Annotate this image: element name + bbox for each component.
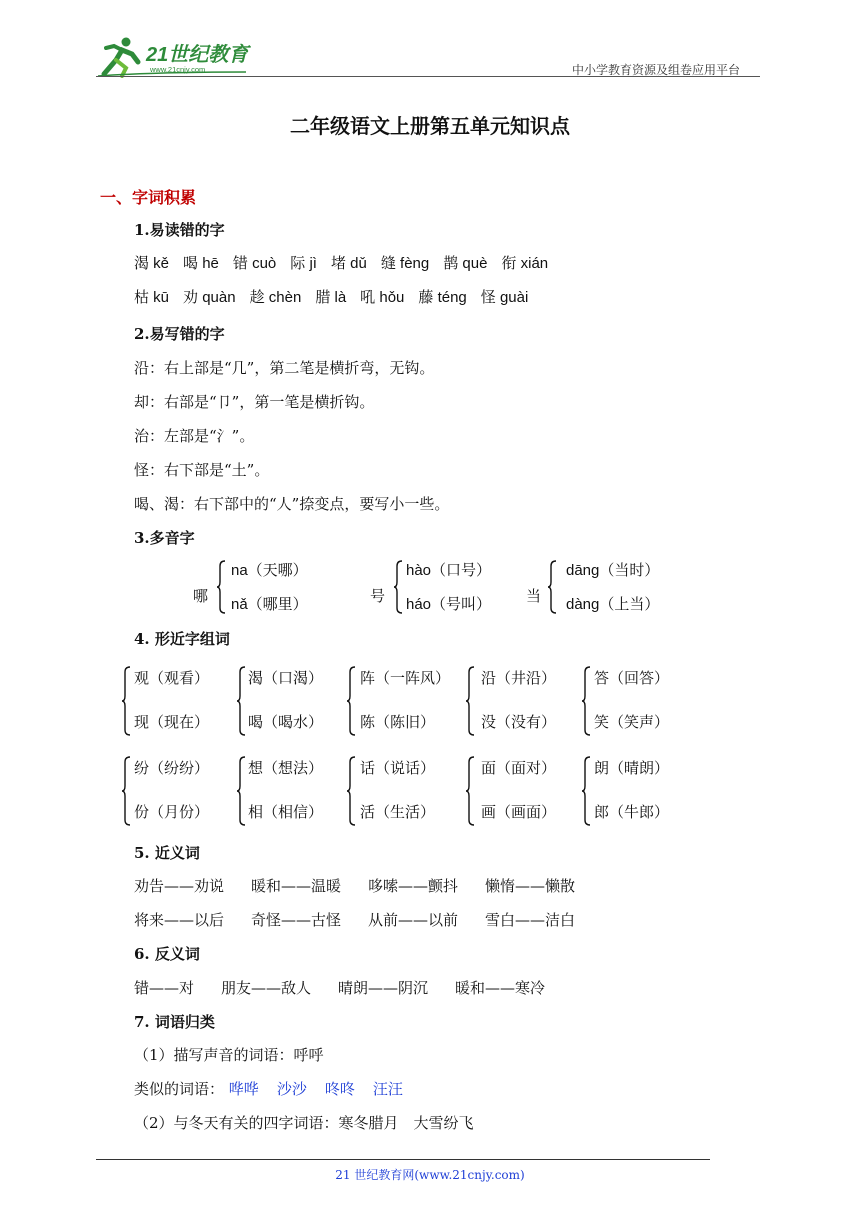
pinyin: dǔ xyxy=(345,255,367,272)
hanzi: 渴 xyxy=(134,254,150,272)
synonym-row xyxy=(134,875,602,896)
similar-label: 类似的词语： xyxy=(134,1080,225,1098)
pinyin: téng xyxy=(433,289,467,306)
brace-icon xyxy=(236,666,246,736)
similar-word: 份（月份） xyxy=(134,803,210,821)
subsection-title: 7. 词语归类 xyxy=(134,1013,215,1031)
antonym-row xyxy=(134,977,572,998)
subsection-title: 2.易写错的字 xyxy=(134,325,225,343)
hanzi: 劝 xyxy=(183,288,199,306)
word-pair: 从前——以前 xyxy=(368,911,459,929)
hanzi: 怪 xyxy=(480,288,496,306)
word-pair: 朋友——敌人 xyxy=(221,979,312,997)
similar-word: 汪汪 xyxy=(372,1080,403,1098)
char-pinyin-pair xyxy=(183,252,219,273)
similar-word: 纷（纷纷） xyxy=(134,759,210,777)
similar-word: 答（回答） xyxy=(594,669,670,687)
polyphone-reading: dàng（上当） xyxy=(566,596,660,613)
brace-icon xyxy=(236,756,246,826)
brace-icon xyxy=(216,560,226,614)
word-pair: 晴朗——阴沉 xyxy=(338,979,429,997)
category-line: （2）与冬天有关的四字词语：寒冬腊月 大雪纷飞 xyxy=(134,1114,474,1132)
brace-icon xyxy=(346,756,356,826)
similar-word: 活（生活） xyxy=(360,803,436,821)
polyphone-char: 号 xyxy=(370,587,386,605)
word-pair: 奇怪——古怪 xyxy=(251,911,342,929)
char-pinyin-pair xyxy=(134,252,169,273)
similar-word: 现（现在） xyxy=(134,713,210,731)
hanzi: 错 xyxy=(232,254,248,272)
similar-word: 笑（笑声） xyxy=(594,713,670,731)
rule-line: 沿：右上部是“几”，第二笔是横折弯，无钩。 xyxy=(134,359,435,377)
pinyin: guài xyxy=(495,289,529,306)
brace-icon xyxy=(465,666,475,736)
subsection-title: 4. 形近字组词 xyxy=(134,630,230,648)
rule-line: 却：右部是“卩”，第一笔是横折钩。 xyxy=(134,393,375,411)
char-pinyin-pair xyxy=(501,252,548,273)
char-pinyin-pair xyxy=(250,286,302,307)
similar-word: 哗哗 xyxy=(228,1080,259,1098)
similar-word: 画（画面） xyxy=(481,803,557,821)
header-rule xyxy=(96,76,760,77)
polyphone-char: 哪 xyxy=(193,587,209,605)
hanzi: 吼 xyxy=(360,288,376,306)
char-pinyin-pair xyxy=(183,286,236,307)
category-line: （1）描写声音的词语：呼呼 xyxy=(134,1046,324,1064)
brace-icon xyxy=(465,756,475,826)
char-pinyin-pair xyxy=(331,252,367,273)
hanzi: 腊 xyxy=(315,288,331,306)
rule-line: 喝、渴：右下部中的“人”捺变点，要写小一些。 xyxy=(134,495,450,513)
similar-word: 朗（晴朗） xyxy=(594,759,670,777)
polyphone-reading: nǎ（哪里） xyxy=(231,596,308,613)
subsection-title: 1.易读错的字 xyxy=(134,221,225,239)
footer-text: 21 世纪教育网(www.21cnjy.com) xyxy=(335,1168,525,1182)
rule-line: 怪：右下部是“土”。 xyxy=(134,461,270,479)
char-pinyin-pair xyxy=(315,286,346,307)
brace-icon xyxy=(121,756,131,826)
hanzi: 藤 xyxy=(418,288,434,306)
pinyin: kě xyxy=(149,255,170,272)
similar-word: 喝（喝水） xyxy=(248,713,324,731)
char-pinyin-pair xyxy=(233,252,276,273)
polyphone-reading: hào（口号） xyxy=(406,562,492,579)
hanzi: 际 xyxy=(290,254,306,272)
hanzi: 枯 xyxy=(134,288,150,306)
brace-icon xyxy=(393,560,403,614)
similar-word: 沿（井沿） xyxy=(481,669,557,687)
char-pinyin-pair xyxy=(381,252,429,273)
logo-text: 21世纪教育 xyxy=(146,44,249,66)
pinyin: jì xyxy=(305,255,317,272)
word-pair: 雪白——洁白 xyxy=(485,911,576,929)
word-pair: 劝告——劝说 xyxy=(134,877,225,895)
logo xyxy=(96,34,266,78)
char-pinyin-pair xyxy=(360,286,404,307)
polyphone-char: 当 xyxy=(526,587,542,605)
brace-icon xyxy=(547,560,557,614)
subsection-title: 5. 近义词 xyxy=(134,844,200,862)
pinyin: cuò xyxy=(247,255,277,272)
section-heading: 一、字词积累 xyxy=(100,188,197,207)
hanzi: 鹊 xyxy=(443,254,459,272)
pinyin: fèng xyxy=(395,255,430,272)
pinyin: hē xyxy=(198,255,219,272)
subsection-title: 6. 反义词 xyxy=(134,945,200,963)
pinyin: què xyxy=(458,255,488,272)
similar-word: 郎（牛郎） xyxy=(594,803,670,821)
hanzi: 趁 xyxy=(249,288,265,306)
polyphone-reading: na（天哪） xyxy=(231,562,308,579)
pinyin: xián xyxy=(516,255,549,272)
brace-icon xyxy=(581,666,591,736)
brace-icon xyxy=(121,666,131,736)
word-pair: 暖和——寒冷 xyxy=(455,979,546,997)
word-pair: 懒惰——懒散 xyxy=(485,877,576,895)
char-pinyin-pair xyxy=(418,286,466,307)
similar-word: 渴（口渴） xyxy=(248,669,324,687)
word-pair: 将来——以后 xyxy=(134,911,225,929)
synonym-row xyxy=(134,909,602,930)
pinyin: hǒu xyxy=(375,289,405,306)
char-pinyin-pair xyxy=(134,286,169,307)
polyphone-reading: háo（号叫） xyxy=(406,596,492,613)
polyphone-reading: dāng（当时） xyxy=(566,562,660,579)
subsection-title: 3.多音字 xyxy=(134,529,195,547)
pinyin-row xyxy=(134,252,562,273)
pinyin: chèn xyxy=(264,289,302,306)
similar-word: 面（面对） xyxy=(481,759,557,777)
hanzi: 衔 xyxy=(501,254,517,272)
footer-rule xyxy=(96,1159,710,1160)
similar-word: 沙沙 xyxy=(276,1080,307,1098)
char-pinyin-pair xyxy=(290,252,317,273)
pinyin: quàn xyxy=(198,289,236,306)
similar-word: 陈（陈旧） xyxy=(360,713,436,731)
pinyin-row xyxy=(134,286,542,307)
word-pair: 暖和——温暖 xyxy=(251,877,342,895)
hanzi: 喝 xyxy=(183,254,199,272)
similar-word: 没（没有） xyxy=(481,713,557,731)
word-pair: 错——对 xyxy=(134,979,195,997)
logo-url: www.21cnjy.com xyxy=(150,65,206,74)
char-pinyin-pair xyxy=(481,286,529,307)
platform-name: 中小学教育资源及组卷应用平台 xyxy=(572,63,741,77)
hanzi: 缝 xyxy=(380,254,396,272)
similar-word: 想（想法） xyxy=(248,759,324,777)
similar-word: 咚咚 xyxy=(324,1080,355,1098)
pinyin: là xyxy=(330,289,347,306)
brace-icon xyxy=(581,756,591,826)
rule-line: 治：左部是“氵”。 xyxy=(134,427,255,445)
brace-icon xyxy=(346,666,356,736)
similar-word: 相（相信） xyxy=(248,803,324,821)
page-title: 二年级语文上册第五单元知识点 xyxy=(290,114,570,138)
similar-word: 阵（一阵风） xyxy=(360,669,451,687)
char-pinyin-pair xyxy=(443,252,487,273)
pinyin: kū xyxy=(149,289,170,306)
word-pair: 哆嗦——颤抖 xyxy=(368,877,459,895)
similar-word: 观（观看） xyxy=(134,669,210,687)
similar-words-line xyxy=(134,1078,421,1099)
similar-word: 话（说话） xyxy=(360,759,436,777)
hanzi: 堵 xyxy=(330,254,346,272)
